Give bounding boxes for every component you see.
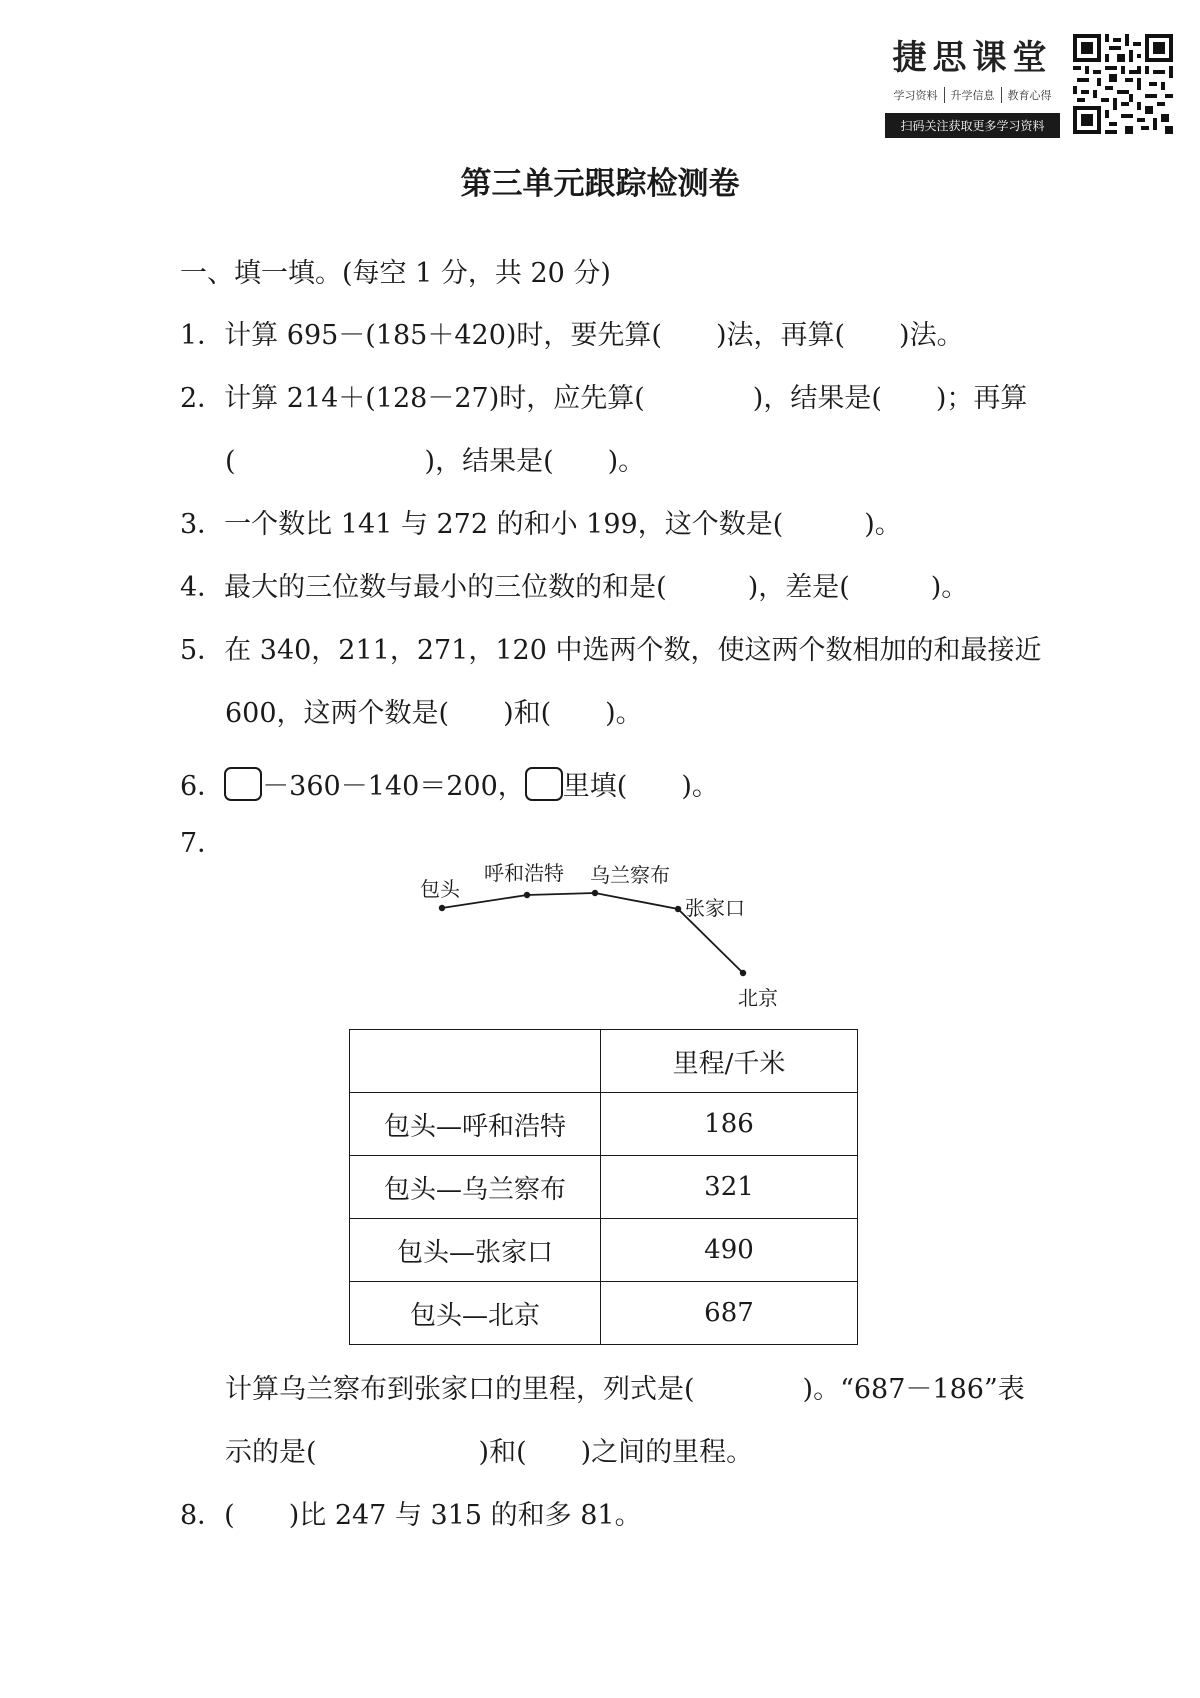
question-1: 1．计算 695－(185＋420)时，要先算( )法，再算( )法。 — [180, 320, 964, 351]
brand-tag: 教育心得 — [1001, 87, 1058, 103]
route-map — [400, 840, 800, 1020]
brand-block — [885, 30, 1060, 138]
blank-box — [525, 767, 563, 801]
city-point — [592, 890, 598, 896]
table-row — [350, 1219, 858, 1282]
brand-slogan: 扫码关注获取更多学习资料 — [885, 113, 1060, 138]
blank-box — [224, 767, 262, 801]
qr-code-icon[interactable] — [1073, 34, 1173, 134]
table-row — [350, 1093, 858, 1156]
table-header-row — [350, 1030, 858, 1093]
section-heading: 一、填一填。(每空 1 分，共 20 分) — [180, 258, 611, 289]
city-label: 乌兰察布 — [590, 863, 670, 887]
distance-cell: 321 — [601, 1156, 858, 1219]
question-7-text-1: 计算乌兰察布到张家口的里程，列式是( )。“687－186”表 — [225, 1374, 1025, 1405]
question-3: 3．一个数比 141 与 272 的和小 199，这个数是( )。 — [180, 509, 902, 540]
question-8: 8．( )比 247 与 315 的和多 81。 — [180, 1500, 642, 1531]
question-6 — [180, 767, 719, 801]
route-cell: 包头—呼和浩特 — [350, 1093, 601, 1156]
question-7-label: 7． — [180, 828, 225, 859]
question-4: 4．最大的三位数与最小的三位数的和是( )，差是( )。 — [180, 572, 969, 603]
page-title: 第三单元跟踪检测卷 — [460, 166, 740, 202]
distance-cell: 490 — [601, 1219, 858, 1282]
city-point — [524, 892, 530, 898]
brand-tag: 学习资料 — [893, 89, 938, 102]
question-6-prefix: 6． — [180, 771, 225, 802]
brand-name: 捷思课堂 — [892, 38, 1053, 78]
city-label: 张家口 — [685, 896, 745, 920]
city-label: 呼和浩特 — [484, 861, 564, 885]
city-label: 包头 — [420, 877, 460, 901]
question-2-line-2: ( )，结果是( )。 — [225, 446, 646, 477]
table-header-cell — [350, 1030, 601, 1093]
route-cell: 包头—乌兰察布 — [350, 1156, 601, 1219]
question-2-line-1: 2．计算 214＋(128－27)时，应先算( )，结果是( )；再算 — [180, 383, 1028, 414]
distance-cell: 687 — [601, 1282, 858, 1345]
distance-cell: 186 — [601, 1093, 858, 1156]
question-7-text-2: 示的是( )和( )之间的里程。 — [225, 1437, 754, 1468]
question-6-equation: －360－140＝200， — [262, 771, 525, 802]
question-5-line-1: 5．在 340，211，271，120 中选两个数，使这两个数相加的和最接近 — [180, 635, 1042, 666]
table-header-cell: 里程/千米 — [601, 1030, 858, 1093]
brand-tag: 升学信息 — [944, 87, 1001, 103]
question-5-line-2: 600，这两个数是( )和( )。 — [225, 698, 643, 729]
city-point — [675, 906, 681, 912]
route-cell: 包头—张家口 — [350, 1219, 601, 1282]
table-row — [350, 1282, 858, 1345]
route-cell: 包头—北京 — [350, 1282, 601, 1345]
city-point — [439, 905, 445, 911]
brand-tags — [885, 87, 1060, 103]
question-6-suffix: 里填( )。 — [562, 771, 719, 802]
city-label: 北京 — [738, 986, 778, 1010]
distance-table — [349, 1029, 858, 1345]
city-point — [740, 970, 746, 976]
table-row — [350, 1156, 858, 1219]
